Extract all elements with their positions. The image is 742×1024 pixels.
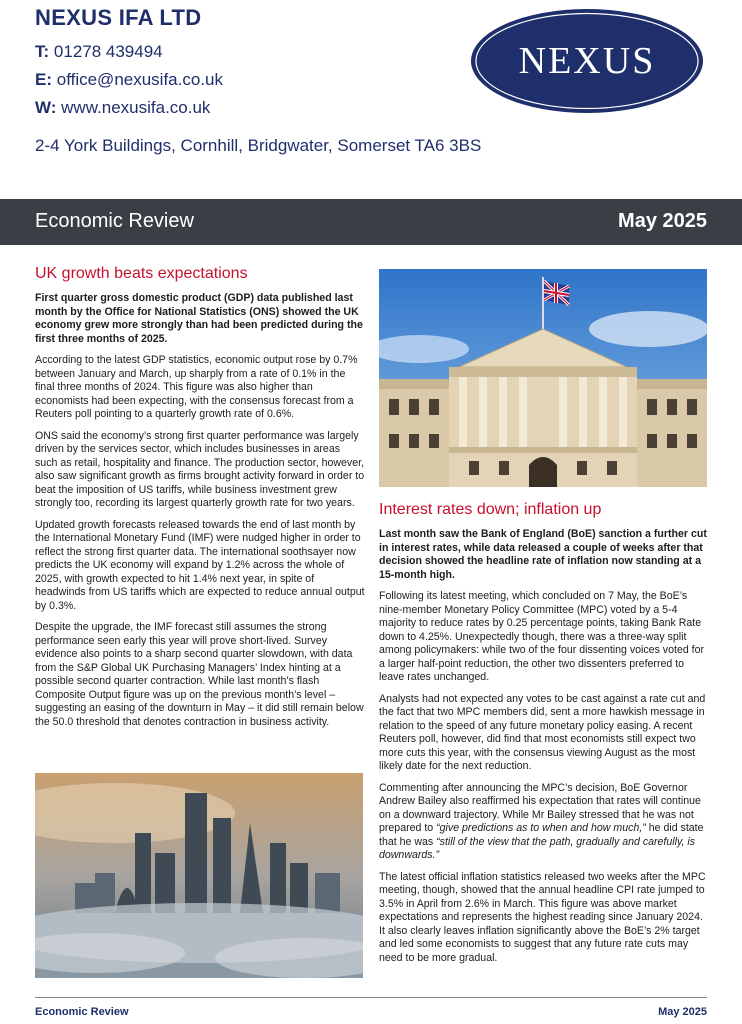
article-heading: UK growth beats expectations <box>35 265 248 282</box>
article-paragraph: According to the latest GDP statistics, economic output rose by 0.7% between January and March, up sharply from a rate of 0.1% in the final three months of 2024. This figure was also higher than economists had been expecting, with the consensus forecast from a Reuters poll pointing to a quarterly growth rate of 0.6%. <box>35 354 358 420</box>
article-interest-rates <box>379 500 707 973</box>
email-address[interactable]: office@nexusifa.co.uk <box>56 70 223 89</box>
website-link[interactable]: www.nexusifa.co.uk <box>61 98 211 117</box>
footer-title: Economic Review <box>35 1006 129 1018</box>
title-banner <box>0 199 742 245</box>
banner-date: May 2025 <box>618 210 707 232</box>
footer-date: May 2025 <box>658 1006 707 1018</box>
article-paragraph: ONS said the economy’s strong first quarter performance was largely driven by the services sector, which includes businesses in areas such as retail, hospitality and finance. The production sector, however, also saw significant growth as firms brought activity forward in order to beat the imposition of US tariffs, while business investment grew strongly too, recording its largest quarterly growth rate for two years. <box>35 429 365 509</box>
web-line <box>35 98 210 118</box>
email-label: E: <box>35 70 52 89</box>
office-address: 2-4 York Buildings, Cornhill, Bridgwater, Somerset TA6 3BS <box>35 136 482 155</box>
article-lead: Last month saw the Bank of England (BoE) sanction a further cut in interest rates, while data released a couple of weeks after that decision showed the headline rate of inflation now standing at a 15-month high. <box>379 528 707 581</box>
article-lead: First quarter gross domestic product (GDP) data published last month by the Office for National Statistics (ONS) showed the UK economy grew more strongly than had been predicted during the first three months of 2025. <box>35 292 363 345</box>
banner-title: Economic Review <box>35 210 194 232</box>
london-skyline-photo <box>35 773 363 978</box>
article-heading: Interest rates down; inflation up <box>379 501 602 518</box>
article-paragraph <box>379 782 707 863</box>
article-uk-growth <box>35 264 365 737</box>
email-line <box>35 70 223 90</box>
article-paragraph: Analysts had not expected any votes to be cast against a rate cut and the fact that two MPC members did, sent a more hawkish message in relation to the speed of any future monetary policy easing. A recent Reuters poll, however, did find that most economists still expect two more cuts this year, with the consensus viewing August as the most likely date for the next reduction. <box>379 692 706 772</box>
quote: “still of the view that the path, gradually and carefully, is downwards.” <box>379 835 696 861</box>
quote: “give predictions as to when and how much,” <box>436 822 646 834</box>
phone-label: T: <box>35 42 50 61</box>
phone-line <box>35 42 163 62</box>
text-run: he did state that he was <box>379 822 704 848</box>
article-paragraph: Following its latest meeting, which concluded on 7 May, the BoE’s nine-member Monetary Policy Committee (MPC) voted by a 5-4 majority to reduce rates by 0.25 percentage points, taking Bank Rate down to 4.25%. Unexpectedly though, there was a three-way split among policymakers: while two of the four dissenting voices voted for a larger half-point reduction, the other two dissenters preferred to leave rates unchanged. <box>379 590 705 683</box>
company-name: NEXUS IFA LTD <box>35 5 202 30</box>
article-paragraph: Updated growth forecasts released towards the end of last month by the International Monetary Fund (IMF) were nudged higher in order to reflect the strong first quarter data. The international soothsayer now predicts the UK economy will expand by 1.2% across the whole of 2025, with growth expected to hit 1.4% next year, in spite of headwinds from US tariffs which are expected to reduce annual output by 0.3%. <box>35 518 365 612</box>
web-label: W: <box>35 98 57 117</box>
logo-text: NEXUS <box>518 40 656 82</box>
footer-divider <box>35 997 707 998</box>
bank-of-england-photo <box>379 269 707 487</box>
article-paragraph: The latest official inflation statistics released two weeks after the MPC meeting, though, showed that the annual headline CPI rate jumped to 3.5% in April from 2.6% in March. This figure was above market expectations and represents the highest reading since January 2024. It also clearly leaves inflation significantly above the BoE’s 2% target and led some economists to suggest that any future rate cuts may need to be more gradual. <box>379 870 706 964</box>
nexus-logo <box>469 7 705 115</box>
article-paragraph: Despite the upgrade, the IMF forecast still assumes the strong performance seen early this year will prove short-lived. Survey evidence also points to a sharp second quarter slowdown, with data from the S&P Global UK Purchasing Managers’ Index hinting at a possible second quarter contraction. While last month’s flash Composite Output figure was up on the previous month’s level – suggesting an easing of the downturn in May – it did still remain below the 50.0 threshold that denotes contraction in business activity. <box>35 621 364 728</box>
text-run: Commenting after announcing the MPC’s decision, BoE Governor Andrew Bailey also reaffirmed his expectation that rates will continue on a downward trajectory. While Mr Bailey stressed that he was not prepared to <box>379 781 701 834</box>
phone-number[interactable]: 01278 439494 <box>53 42 163 61</box>
